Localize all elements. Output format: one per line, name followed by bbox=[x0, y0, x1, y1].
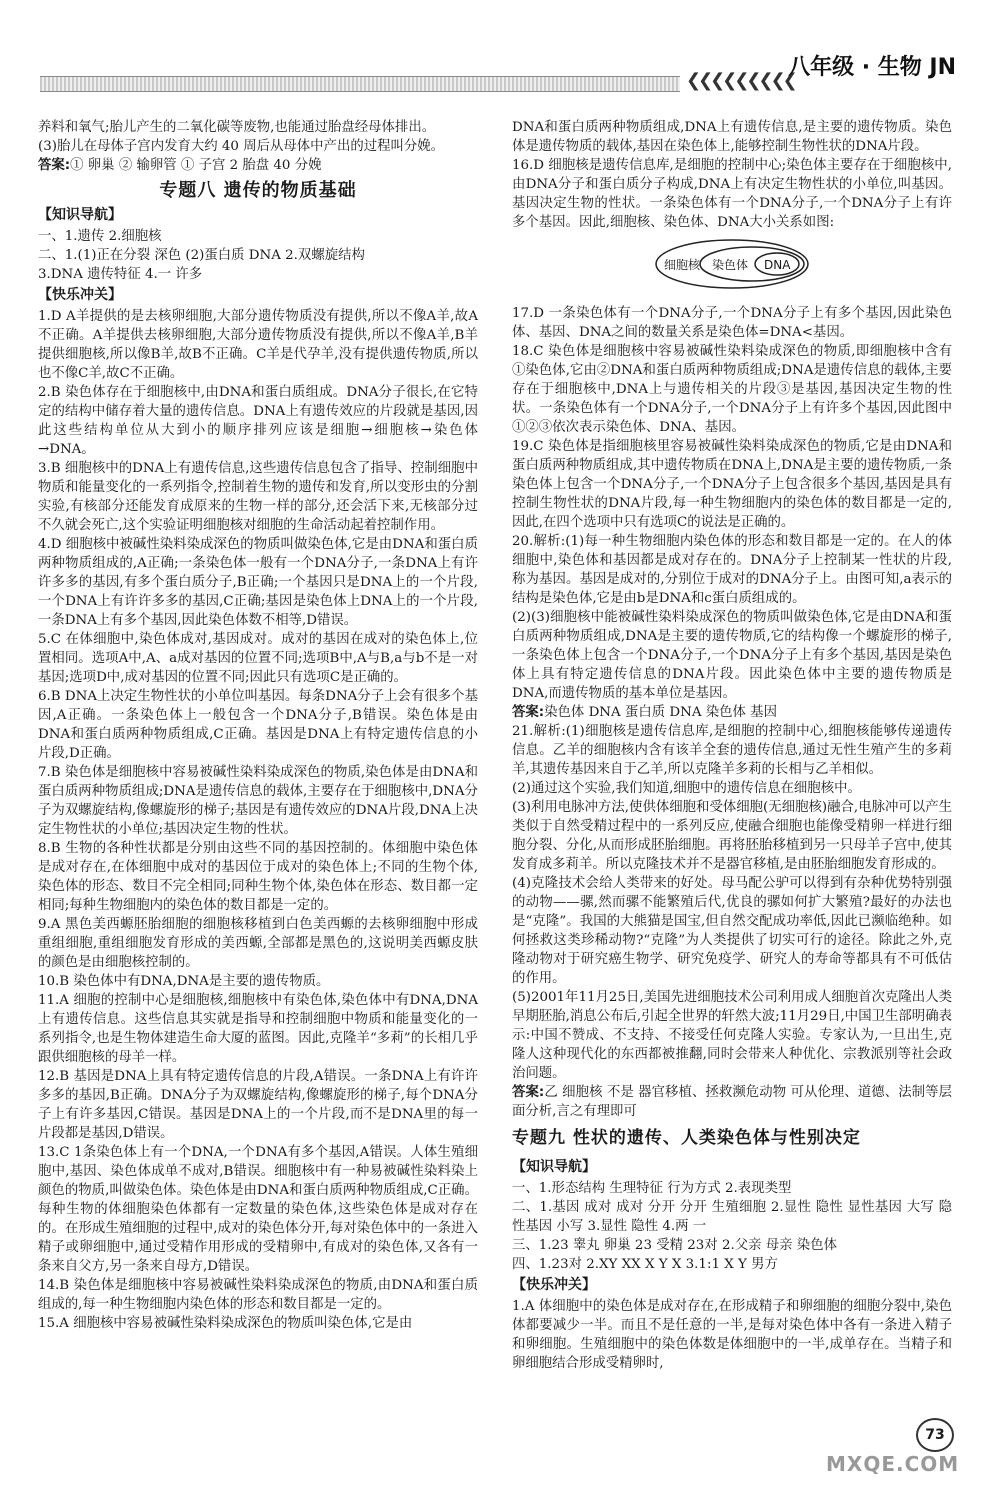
answer-item: 4.D 细胞核中被碱性染料染成深色的物质叫做染色体,它是由DNA和蛋白质两种物质组成的,A正确;一条染色体一般有一个DNA分子,一条DNA上有许许多多的基因,有多个蛋白质分子,B正确;一个基因只是DNA上的一个片段,一个DNA上有许许多多的基因,C正确;基因是染色体上DNA上的一个片段,一条DNA上有多个基因,因此染色体数不相等,D错误。 bbox=[38, 537, 478, 628]
answer-item: 13.C 1条染色体上有一个DNA,一个DNA有多个基因,A错误。人体生殖细胞中,基因、染色体成单不成对,B错误。细胞核中有一种易被碱性染料染上颜色的物质,叫做染色体。染色体是由DNA和蛋白质两种物质组成,C正确。每种生物的体细胞染色体都有一定数量的染色体,这些染色体是成对存在的。在形成生殖细胞的过程中,成对的染色体分开,每对染色体中的一条进入精子或卵细胞中,通过受精作用形成的受精卵中,有成对的染色体,又各有一条来自父方,另一条来自母方,D错误。 bbox=[38, 1145, 478, 1274]
answer-item: (5)2001年11月25日,美国先进细胞技术公司利用成人细胞首次克隆出人类早期胚胎,消息公布后,引起全世界的轩然大波;11月29日,中国卫生部明确表示:中国不赞成、不支持、不接受任何克隆人实验。专家认为,一旦出生,克隆人这种现代化的东西都被推翻,同时会带来人种优化、宗教派别等社会政治问题。 bbox=[512, 990, 952, 1081]
knowledge-line: 三、1.23 睾丸 卵巢 23 受精 23对 2.父亲 母亲 染色体 bbox=[512, 1238, 837, 1253]
answer-item: 2.B 染色体存在于细胞核中,由DNA和蛋白质组成。DNA分子很长,在它特定的结构中储存着大量的遗传信息。DNA上有遗传效应的片段就是基因,因此这些结构单位从大到小的顺序排列应该是细胞→细胞核→染色体→DNA。 bbox=[38, 385, 478, 457]
answer-item: 17.D 一条染色体有一个DNA分子,一个DNA分子上有多个基因,因此染色体、基因、DNA之间的数量关系是染色体=DNA<基因。 bbox=[512, 306, 952, 340]
knowledge-line: 一、1.形态结构 生理特征 行为方式 2.表现类型 bbox=[512, 1181, 792, 1196]
answer-item: 11.A 细胞的控制中心是细胞核,细胞核中有染色体,染色体中有DNA,DNA上有遗传信息。这些信息其实就是指导和控制细胞中物质和能量变化的一系列指令,也是生物体建造生命大厦的蓝图。因此,克隆羊“多莉”的长相几乎跟供细胞核的母羊一样。 bbox=[38, 993, 478, 1065]
left-column bbox=[38, 118, 478, 1333]
answer-item: 5.C 在体细胞中,染色体成对,基因成对。成对的基因在成对的染色体上,位置相同。选项A中,A、a成对基因的位置不同;选项B中,A与B,a与b不是一对基因;选项D中,成对基因的位置不同;因此只有选项C是正确的。 bbox=[38, 632, 478, 685]
intro-answer bbox=[38, 156, 478, 175]
chromosome-label: 染色体 bbox=[712, 258, 749, 272]
section-8-title: 专题八 遗传的物质基础 bbox=[159, 180, 357, 201]
header-title: 八年级 · 生物 JN bbox=[788, 55, 956, 80]
answer-item: 15.A 细胞核中容易被碱性染料染成深色的物质叫染色体,它是由 bbox=[38, 1316, 413, 1331]
knowledge-line: 二、1.(1)正在分裂 深色 (2)蛋白质 DNA 2.双螺旋结构 bbox=[38, 248, 365, 263]
knowledge-line: 3.DNA 遗传特征 4.一 许多 bbox=[38, 267, 203, 282]
answer-item: 21.解析:(1)细胞核是遗传信息库,是细胞的控制中心,细胞核能够传递遗传信息。乙羊的细胞核内含有该羊全套的遗传信息,通过无性生殖产生的多莉羊,其遗传基因来自于乙羊,所以克隆羊多莉的长相与乙羊相似。 bbox=[512, 724, 952, 777]
answer-text: 乙 细胞核 不是 器官移植、拯救濒危动物 可从伦理、道德、法制等层面分析,言之有理即可 bbox=[512, 1085, 952, 1119]
happy-heading: 【快乐冲关】 bbox=[512, 1277, 596, 1293]
answer-item: 12.B 基因是DNA上具有特定遗传信息的片段,A错误。一条DNA上有许许多多的基因,B正确。DNA分子为双螺旋结构,像螺旋形的梯子,每个DNA分子上有许多基因,C错误。基因是DNA上的一个片段,而不是DNA里的每一片段都是基因,D错误。 bbox=[38, 1069, 478, 1141]
answer-item: (4)克隆技术会给人类带来的好处。母马配公驴可以得到有杂种优势特别强的动物——骡,然而骡不能繁殖后代,优良的骡如何扩大繁殖?最好的办法也是“克隆”。我国的大熊猫是国宝,但自然交配成功率低,因此已濒临绝种。如何拯救这类珍稀动物?“克隆”为人类提供了切实可行的途径。除此之外,克隆动物对于研究癌生物学、研究免疫学、研究人的寿命等都具有不可低估的作用。 bbox=[512, 876, 952, 986]
dna-label: DNA bbox=[764, 258, 791, 272]
answer-item: 14.B 染色体是细胞核中容易被碱性染料染成深色的物质,由DNA和蛋白质组成的,每一种生物细胞内染色体的形态和数目都是一定的。 bbox=[38, 1278, 478, 1312]
answer-item: 7.B 染色体是细胞核中容易被碱性染料染成深色的物质,染色体是由DNA和蛋白质两种物质组成;DNA是遗传信息的载体,主要存在于细胞核中,DNA分子为双螺旋结构,像螺旋形的梯子;基因是有遗传效应的DNA片段,DNA上决定生物性状的小单位;基因决定生物的性状。 bbox=[38, 765, 478, 837]
answer-item: 8.B 生物的各种性状都是分别由这些不同的基因控制的。体细胞中染色体是成对存在,在体细胞中成对的基因位于成对的染色体上;不同的生物个体,染色体的形态、数目不完全相同;同种生物个体,染色体在形态、数目都一定相同;每种生物细胞内的染色体的数目都是一定的。 bbox=[38, 841, 478, 913]
answer-item: DNA和蛋白质两种物质组成,DNA上有遗传信息,是主要的遗传物质。染色体是遗传物质的载体,基因在染色体上,能够控制生物性状的DNA片段。 bbox=[512, 120, 952, 154]
nucleus-chromosome-dna-diagram bbox=[512, 236, 952, 296]
header-decorative-band bbox=[40, 76, 680, 92]
answer-item: 19.C 染色体是指细胞核里容易被碱性染料染成深色的物质,它是由DNA和蛋白质两种物质组成,其中遗传物质在DNA上,DNA是主要的遗传物质,一条染色体上包含一个DNA分子,一个DNA分子上包含很多个基因,基因是具有控制生物性状的DNA片段,每一种生物细胞内的染色体的数目都是一定的,因此,在四个选项中只有选项C的说法是正确的。 bbox=[512, 439, 952, 530]
answer-item: 16.D 细胞核是遗传信息库,是细胞的控制中心;染色体主要存在于细胞核中,由DNA分子和蛋白质分子构成,DNA上有决定生物性状的小单位,叫基因。基因决定生物的性状。一条染色体有一个DNA分子,一个DNA分子上有许多个基因。因此,细胞核、染色体、DNA大小关系如图: bbox=[512, 158, 952, 230]
page-header bbox=[0, 40, 1000, 100]
answer-20 bbox=[512, 703, 952, 722]
watermark: MXQE.COM bbox=[826, 1452, 960, 1476]
intro-paragraph: 养料和氧气;胎儿产生的二氧化碳等废物,也能通过胎盘经母体排出。 bbox=[38, 120, 436, 135]
right-column bbox=[512, 118, 952, 1373]
answer-item: (3)利用电脉冲方法,使供体细胞和受体细胞(无细胞核)融合,电脉冲可以产生类似于自然受精过程中的一系列反应,使融合细胞也能像受精卵一样进行细胞分裂、分化,从而形成胚胎细胞。再将胚胎移植到另一只母羊子宫中,使其发育成多莉羊。所以克隆技术并不是器官移植,是由胚胎细胞发育形成的。 bbox=[512, 800, 952, 872]
answer-item: 1.A 体细胞中的染色体是成对存在,在形成精子和卵细胞的细胞分裂中,染色体都要减少一半。而且不是任意的一半,是每对染色体中各有一条进入精子和卵细胞。生殖细胞中的染色体数是体细胞中的一半,成单存在。当精子和卵细胞结合形成受精卵时, bbox=[512, 1299, 952, 1371]
answer-item: 1.D A羊提供的是去核卵细胞,大部分遗传物质没有提供,所以不像A羊,故A不正确。A羊提供去核卵细胞,大部分遗传物质没有提供,所以不像A羊,B羊提供细胞核,所以像B羊,故B不正确。C羊是代孕羊,没有提供遗传物质,所以也不像C羊,故C不正确。 bbox=[38, 309, 478, 381]
answer-21 bbox=[512, 1083, 952, 1121]
knowledge-line: 二、1.基因 成对 成对 分开 分开 生殖细胞 2.显性 隐性 显性基因 大写 隐性基因 小写 3.显性 隐性 4.两 一 bbox=[512, 1200, 952, 1234]
happy-heading: 【快乐冲关】 bbox=[38, 287, 122, 303]
answer-item: 10.B 染色体中有DNA,DNA是主要的遗传物质。 bbox=[38, 974, 330, 989]
knowledge-heading: 【知识导航】 bbox=[512, 1159, 596, 1175]
answer-label: 答案: bbox=[38, 158, 71, 173]
answer-label: 答案: bbox=[512, 705, 545, 720]
knowledge-line: 四、1.23对 2.XY XX X Y X 3.1:1 X Y 男方 bbox=[512, 1257, 778, 1272]
knowledge-line: 一、1.遗传 2.细胞核 bbox=[38, 229, 162, 244]
answer-item: 20.解析:(1)每一种生物细胞内染色体的形态和数目都是一定的。在人的体细胞中,染色体和基因都是成对存在的。DNA分子上控制某一性状的片段,称为基因。基因是成对的,分别位于成对的DNA分子上。由图可知,a表示的结构是染色体,它是由b是DNA和c蛋白质组成的。 bbox=[512, 534, 952, 606]
answer-item: 6.B DNA上决定生物性状的小单位叫基因。每条DNA分子上会有很多个基因,A正确。一条染色体上一般包含一个DNA分子,B错误。染色体是由DNA和蛋白质两种物质组成,C正确。基因是DNA上有特定遗传信息的小片段,D正确。 bbox=[38, 689, 478, 761]
intro-paragraph: (3)胎儿在母体子宫内发育大约 40 周后从母体中产出的过程叫分娩。 bbox=[38, 139, 445, 154]
header-chevrons: ❮❮❮❮❮❮❮❮❮ bbox=[686, 70, 795, 91]
answer-text: 染色体 DNA 蛋白质 DNA 染色体 基因 bbox=[544, 705, 777, 720]
answer-item: 3.B 细胞核中的DNA上有遗传信息,这些遗传信息包含了指导、控制细胞中物质和能量变化的一系列指令,控制着生物的遗传和发育,所以变形虫的分割实验,有核部分还能发育成原来的生物一样的部分,还会活下来,无核部分过不久就会死亡,这个实验证明细胞核对细胞的生命活动起着控制作用。 bbox=[38, 461, 478, 533]
answer-item: (2)(3)细胞核中能被碱性染料染成深色的物质叫做染色体,它是由DNA和蛋白质两种物质组成,DNA是主要的遗传物质,它的结构像一个螺旋形的梯子,一条染色体上包含一个DNA分子,一个DNA分子上有多个基因,基因是染色体上具有特定遗传信息的DNA片段。因此染色体中主要的遗传物质是DNA,而遗传物质的基本单位是基因。 bbox=[512, 610, 952, 701]
section-9-title: 专题九 性状的遗传、人类染色体与性别决定 bbox=[512, 1128, 861, 1148]
answer-item: 9.A 黑色美西螈胚胎细胞的细胞核移植到白色美西螈的去核卵细胞中形成重组细胞,重组细胞发育形成的美西螈,全部都是黑色的,这说明美西螈皮肤的颜色是由细胞核控制的。 bbox=[38, 917, 478, 970]
answer-item: (2)通过这个实验,我们知道,细胞中的遗传信息在细胞核中。 bbox=[512, 781, 861, 796]
knowledge-heading: 【知识导航】 bbox=[38, 207, 122, 223]
answer-item: 18.C 染色体是细胞核中容易被碱性染料染成深色的物质,即细胞核中含有①染色体,它由②DNA和蛋白质两种物质组成;DNA是遗传信息的载体,主要存在于细胞核中,DNA上与遗传相关的片段③是基因,基因决定生物的性状。一条染色体有一个DNA分子,一个DNA分子上有许多个基因,因此图中①②③依次表示染色体、DNA、基因。 bbox=[512, 344, 952, 435]
answer-text: ① 卵巢 ② 输卵管 ① 子宫 2 胎盘 40 分娩 bbox=[70, 158, 322, 173]
nucleus-label: 细胞核 bbox=[664, 258, 701, 272]
answer-label: 答案: bbox=[512, 1085, 545, 1100]
page-number: 73 bbox=[916, 1418, 954, 1452]
